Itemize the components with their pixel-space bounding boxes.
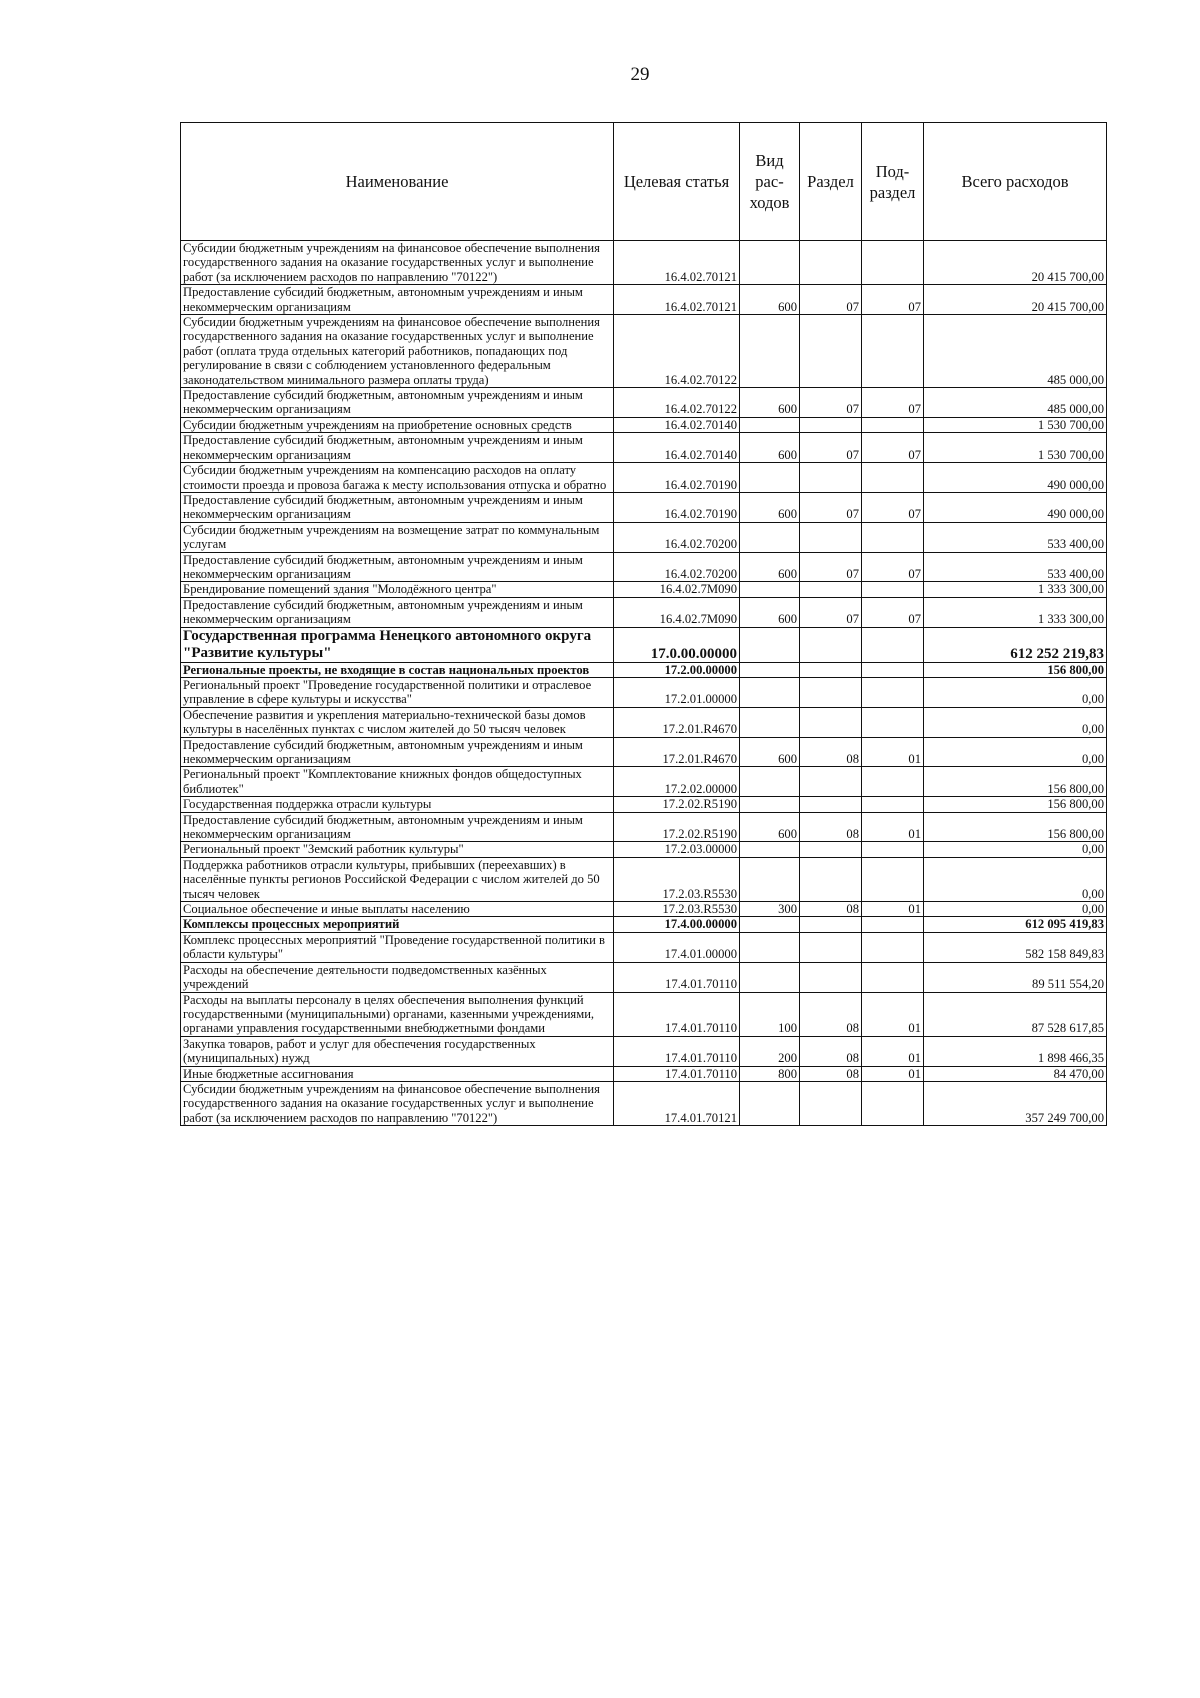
row-vid [740,917,800,932]
table-row [181,315,1107,388]
row-name: Иные бюджетные ассигнования [181,1066,614,1081]
row-razdel [800,932,862,962]
row-total: 156 800,00 [924,662,1107,677]
row-vid: 600 [740,552,800,582]
row-vid [740,932,800,962]
table-row [181,767,1107,797]
row-vid [740,522,800,552]
row-total: 20 415 700,00 [924,285,1107,315]
row-name: Предоставление субсидий бюджетным, автономным учреждениям и иным некоммерческим организациям [181,492,614,522]
row-code: 17.2.03.00000 [614,842,740,857]
row-podrazdel: 01 [862,902,924,917]
row-vid: 200 [740,1036,800,1066]
table-row [181,662,1107,677]
row-razdel [800,707,862,737]
row-code: 16.4.02.70121 [614,241,740,285]
row-podrazdel [862,662,924,677]
row-vid [740,315,800,388]
row-razdel: 07 [800,492,862,522]
row-total: 87 528 617,85 [924,992,1107,1036]
row-total: 490 000,00 [924,463,1107,493]
table-row [181,433,1107,463]
row-code: 17.0.00.00000 [614,627,740,662]
row-podrazdel [862,962,924,992]
row-code: 16.4.02.70200 [614,522,740,552]
row-podrazdel [862,857,924,901]
row-code: 17.2.02.R5190 [614,797,740,812]
row-vid [740,582,800,597]
row-razdel: 08 [800,992,862,1036]
row-podrazdel [862,707,924,737]
row-podrazdel [862,767,924,797]
row-podrazdel [862,917,924,932]
row-total: 84 470,00 [924,1066,1107,1081]
row-razdel: 08 [800,1036,862,1066]
table-row [181,597,1107,627]
row-podrazdel [862,842,924,857]
row-name: Комплексы процессных мероприятий [181,917,614,932]
row-podrazdel: 07 [862,285,924,315]
header-name: Наименование [181,123,614,241]
row-vid: 100 [740,992,800,1036]
row-vid: 600 [740,285,800,315]
row-vid [740,677,800,707]
row-total: 1 333 300,00 [924,597,1107,627]
row-code: 17.2.02.00000 [614,767,740,797]
header-code: Целевая статья [614,123,740,241]
row-razdel [800,797,862,812]
row-vid: 800 [740,1066,800,1081]
row-vid [740,662,800,677]
row-podrazdel: 07 [862,597,924,627]
row-podrazdel [862,582,924,597]
row-code: 17.2.01.R4670 [614,737,740,767]
row-vid [740,962,800,992]
row-code: 17.4.01.70110 [614,992,740,1036]
row-total: 0,00 [924,737,1107,767]
row-code: 17.4.01.70110 [614,1036,740,1066]
table-row [181,962,1107,992]
row-name: Субсидии бюджетным учреждениям на приобретение основных средств [181,417,614,432]
table-row [181,737,1107,767]
row-total: 89 511 554,20 [924,962,1107,992]
row-razdel [800,627,862,662]
row-razdel [800,315,862,388]
row-total: 485 000,00 [924,315,1107,388]
row-name: Предоставление субсидий бюджетным, автономным учреждениям и иным некоммерческим организациям [181,552,614,582]
table-row [181,677,1107,707]
row-code: 17.2.00.00000 [614,662,740,677]
row-razdel: 08 [800,1066,862,1081]
row-podrazdel [862,315,924,388]
row-razdel [800,662,862,677]
table-row [181,902,1107,917]
row-razdel: 08 [800,902,862,917]
row-razdel: 07 [800,597,862,627]
row-razdel [800,767,862,797]
budget-table [180,122,1107,1126]
row-vid: 300 [740,902,800,917]
row-vid: 600 [740,492,800,522]
table-row [181,522,1107,552]
row-name: Региональные проекты, не входящие в состав национальных проектов [181,662,614,677]
row-code: 16.4.02.70122 [614,388,740,418]
row-razdel [800,857,862,901]
row-code: 17.4.01.70121 [614,1081,740,1125]
row-razdel [800,463,862,493]
row-razdel [800,241,862,285]
row-razdel [800,1081,862,1125]
table-row [181,463,1107,493]
row-code: 16.4.02.70122 [614,315,740,388]
row-name: Предоставление субсидий бюджетным, автономным учреждениям и иным некоммерческим организациям [181,597,614,627]
row-podrazdel: 07 [862,433,924,463]
table-row [181,285,1107,315]
row-vid: 600 [740,597,800,627]
table-row [181,1036,1107,1066]
row-total: 0,00 [924,707,1107,737]
row-vid: 600 [740,737,800,767]
row-vid [740,797,800,812]
row-podrazdel: 01 [862,1036,924,1066]
row-name: Расходы на выплаты персоналу в целях обеспечения выполнения функций государственными (муниципальными) органами, казенными учреждениями, органами управления государственными внебюджетными фондами [181,992,614,1036]
row-razdel: 07 [800,552,862,582]
header-total: Всего расходов [924,123,1107,241]
table-body [181,241,1107,1126]
row-razdel: 07 [800,433,862,463]
row-code: 16.4.02.70190 [614,463,740,493]
table-row [181,417,1107,432]
header-vid: Вид рас- ходов [740,123,800,241]
row-name: Государственная программа Ненецкого автономного округа "Развитие культуры" [181,627,614,662]
row-name: Брендирование помещений здания "Молодёжного центра" [181,582,614,597]
row-code: 17.4.01.70110 [614,1066,740,1081]
row-name: Социальное обеспечение и иные выплаты населению [181,902,614,917]
table-row [181,1081,1107,1125]
row-vid [740,1081,800,1125]
row-total: 156 800,00 [924,797,1107,812]
row-podrazdel [862,241,924,285]
row-total: 533 400,00 [924,522,1107,552]
table-row [181,1066,1107,1081]
row-podrazdel [862,677,924,707]
row-vid [740,241,800,285]
row-name: Обеспечение развития и укрепления материально-технической базы домов культуры в населённых пунктах с числом жителей до 50 тысяч человек [181,707,614,737]
row-vid: 600 [740,388,800,418]
row-vid: 600 [740,433,800,463]
row-name: Субсидии бюджетным учреждениям на финансовое обеспечение выполнения государственного задания на оказание государственных услуг и выполнение работ (оплата труда отдельных категорий работников, попадающих под регулирование в связи с соблюдением установленного федеральным законодательством минимального размера оплаты труда) [181,315,614,388]
row-vid [740,842,800,857]
row-razdel [800,842,862,857]
row-name: Закупка товаров, работ и услуг для обеспечения государственных (муниципальных) нужд [181,1036,614,1066]
row-code: 17.2.03.R5530 [614,857,740,901]
row-razdel [800,417,862,432]
row-total: 533 400,00 [924,552,1107,582]
row-podrazdel: 01 [862,812,924,842]
row-podrazdel: 07 [862,552,924,582]
table-row [181,932,1107,962]
row-total: 0,00 [924,677,1107,707]
row-total: 612 095 419,83 [924,917,1107,932]
row-podrazdel: 01 [862,1066,924,1081]
row-razdel: 07 [800,388,862,418]
row-code: 17.2.01.00000 [614,677,740,707]
row-podrazdel [862,1081,924,1125]
row-total: 20 415 700,00 [924,241,1107,285]
row-podrazdel [862,417,924,432]
row-name: Субсидии бюджетным учреждениям на финансовое обеспечение выполнения государственного задания на оказание государственных услуг и выполнение работ (за исключением расходов по направлению "70122") [181,241,614,285]
row-code: 17.4.00.00000 [614,917,740,932]
row-vid [740,857,800,901]
row-total: 1 333 300,00 [924,582,1107,597]
row-code: 16.4.02.7М090 [614,597,740,627]
row-name: Предоставление субсидий бюджетным, автономным учреждениям и иным некоммерческим организациям [181,433,614,463]
table-row [181,812,1107,842]
row-name: Предоставление субсидий бюджетным, автономным учреждениям и иным некоммерческим организациям [181,812,614,842]
row-code: 16.4.02.70121 [614,285,740,315]
table-row [181,388,1107,418]
row-name: Предоставление субсидий бюджетным, автономным учреждениям и иным некоммерческим организациям [181,285,614,315]
row-total: 1 898 466,35 [924,1036,1107,1066]
row-vid [740,627,800,662]
table-row [181,627,1107,662]
row-name: Региональный проект "Земский работник культуры" [181,842,614,857]
row-total: 156 800,00 [924,812,1107,842]
table-row [181,857,1107,901]
row-code: 17.2.03.R5530 [614,902,740,917]
row-vid [740,463,800,493]
row-total: 0,00 [924,902,1107,917]
row-total: 1 530 700,00 [924,417,1107,432]
row-name: Региональный проект "Комплектование книжных фондов общедоступных библиотек" [181,767,614,797]
row-name: Комплекс процессных мероприятий "Проведение государственной политики в области культуры" [181,932,614,962]
table-row [181,707,1107,737]
row-vid: 600 [740,812,800,842]
row-razdel [800,522,862,552]
row-total: 582 158 849,83 [924,932,1107,962]
row-total: 156 800,00 [924,767,1107,797]
row-code: 16.4.02.70200 [614,552,740,582]
row-code: 17.4.01.70110 [614,962,740,992]
row-code: 16.4.02.70140 [614,417,740,432]
row-podrazdel [862,797,924,812]
table-row [181,582,1107,597]
table-row [181,797,1107,812]
row-razdel: 07 [800,285,862,315]
table-row [181,992,1107,1036]
row-podrazdel [862,932,924,962]
row-total: 357 249 700,00 [924,1081,1107,1125]
row-code: 16.4.02.7М090 [614,582,740,597]
row-code: 17.2.02.R5190 [614,812,740,842]
row-razdel: 08 [800,737,862,767]
row-name: Субсидии бюджетным учреждениям на компенсацию расходов на оплату стоимости проезда и провоза багажа к месту использования отпуска и обратно [181,463,614,493]
table-row [181,492,1107,522]
row-razdel [800,582,862,597]
row-razdel [800,917,862,932]
header-podrazdel: Под- раздел [862,123,924,241]
row-total: 0,00 [924,842,1107,857]
row-total: 485 000,00 [924,388,1107,418]
table-header-row [181,123,1107,241]
row-podrazdel [862,627,924,662]
row-total: 1 530 700,00 [924,433,1107,463]
row-podrazdel: 01 [862,737,924,767]
row-vid [740,707,800,737]
row-name: Субсидии бюджетным учреждениям на финансовое обеспечение выполнения государственного задания на оказание государственных услуг и выполнение работ (за исключением расходов по направлению "70122") [181,1081,614,1125]
row-podrazdel: 07 [862,492,924,522]
row-razdel [800,677,862,707]
row-name: Поддержка работников отрасли культуры, прибывших (переехавших) в населённые пункты регионов Российской Федерации с числом жителей до 50 тысяч человек [181,857,614,901]
table-row [181,842,1107,857]
row-total: 612 252 219,83 [924,627,1107,662]
row-code: 17.2.01.R4670 [614,707,740,737]
row-name: Предоставление субсидий бюджетным, автономным учреждениям и иным некоммерческим организациям [181,737,614,767]
page-number: 29 [630,64,650,85]
row-vid [740,767,800,797]
table-row [181,552,1107,582]
row-podrazdel [862,522,924,552]
row-razdel: 08 [800,812,862,842]
table-row [181,241,1107,285]
row-podrazdel [862,463,924,493]
row-code: 16.4.02.70140 [614,433,740,463]
row-name: Государственная поддержка отрасли культуры [181,797,614,812]
row-code: 16.4.02.70190 [614,492,740,522]
row-name: Региональный проект "Проведение государственной политики и отраслевое управление в сфере культуры и искусства" [181,677,614,707]
row-total: 490 000,00 [924,492,1107,522]
row-podrazdel: 01 [862,992,924,1036]
row-name: Субсидии бюджетным учреждениям на возмещение затрат по коммунальным услугам [181,522,614,552]
row-code: 17.4.01.00000 [614,932,740,962]
header-razdel: Раздел [800,123,862,241]
row-podrazdel: 07 [862,388,924,418]
row-name: Предоставление субсидий бюджетным, автономным учреждениям и иным некоммерческим организациям [181,388,614,418]
row-razdel [800,962,862,992]
row-name: Расходы на обеспечение деятельности подведомственных казённых учреждений [181,962,614,992]
row-total: 0,00 [924,857,1107,901]
row-vid [740,417,800,432]
table-row [181,917,1107,932]
